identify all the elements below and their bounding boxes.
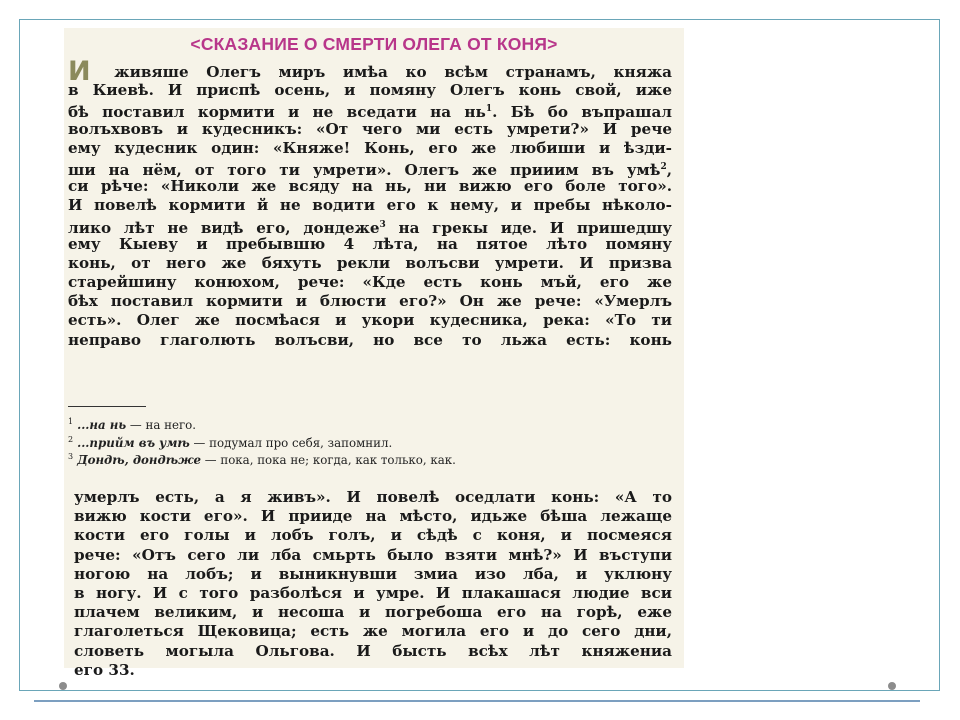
bullet-dot <box>59 682 67 690</box>
text-line: неправо глаголють волъсви, но все то льжа есть: конь <box>68 330 672 349</box>
footnote-ref[interactable]: 2 <box>660 161 667 172</box>
text-line: ему кудесник один: «Княже! Конь, его же любиши и ѣзди- <box>68 138 672 157</box>
main-text-bottom <box>74 488 672 680</box>
footnote-ref[interactable]: 3 <box>379 219 386 230</box>
text-line: волъхвовъ и кудесникъ: «От чего ми есть умрети?» И рече <box>68 119 672 138</box>
textbook-page <box>64 28 684 679</box>
text-line: есть». Олег же посмѣася и укори кудесника, река: «То ти <box>68 311 672 330</box>
page-title: <СКАЗАНИЕ О СМЕРТИ ОЛЕГА ОТ КОНЯ> <box>190 34 558 54</box>
text-line: ему Кыеву и пребывшю 4 лѣта, на пятое лѣто помяну <box>68 234 672 253</box>
text-line: вижю кости его». И прииде на мѣсто, идьже бѣша лежаще <box>74 507 672 526</box>
text-line: И живяше Олегъ миръ имѣа ко всѣм странамъ, княжа <box>68 56 672 87</box>
text-line: лико лѣт не видѣ его, дондеже$^3$ на грекы иде. И пришедшу <box>68 218 672 237</box>
text-line: в ногу. И с того разболѣся и умре. И плакашася людие вси <box>74 583 672 602</box>
bullet-dot <box>888 682 896 690</box>
text-line: старейшину конюхом, рече: «Кде есть конь мъй, его же <box>68 273 672 292</box>
text-line: ши на нём, от того ти умрети». Олегъ же прииим въ умѣ$^2$, <box>68 161 672 179</box>
text-line: ногою на лобъ; и выникнувши змиа изо лба, и уклюну <box>74 564 672 583</box>
text-line: И повелѣ кормити й не водити его к нему, и пребы нѣколо- <box>68 196 672 215</box>
footnote: $^1$ ...на нь — на него. <box>68 417 196 432</box>
text-line: кости его голы и лобъ голъ, и сѣдѣ с коня, и посмеяся <box>74 526 672 545</box>
footnote: $^3$ Дондѣ, дондѣже — пока, пока не; когда, как только, как. <box>68 452 456 467</box>
text-line: конь, от него же бяхуть рекли волъсви умрети. И призва <box>68 253 672 272</box>
text-line: словеть могыла Ольгова. И бысть всѣх лѣт княжениа <box>74 641 672 660</box>
text-line: в Киевѣ. И приспѣ осень, и помяну Олегъ конь свой, иже <box>68 81 672 100</box>
footnote-ref[interactable]: 1 <box>485 104 493 115</box>
text-line: бѣх поставил кормити и блюсти его?» Он же рече: «Умерлъ <box>68 292 672 311</box>
text-line: умерлъ есть, а я живъ». И повелѣ оседлати конь: «А то <box>74 488 672 506</box>
text-line: плачем великим, и несоша и погребоша его на горѣ, еже <box>74 603 672 622</box>
text-line: бѣ поставил кормити и не вседати на нь$^1$. Бѣ бо въпрашал <box>68 103 673 122</box>
bottom-divider <box>34 700 920 702</box>
text-line: глаголеться Щековица; есть же могила его и до сего дни, <box>74 622 672 641</box>
text-line: си рѣче: «Николи же всяду на нь, ни вижю его боле того». <box>68 177 672 196</box>
text-line: его 33. <box>74 660 135 679</box>
drop-cap: И <box>68 56 91 87</box>
footnote-divider <box>68 406 146 407</box>
footnotes <box>68 413 668 466</box>
main-text-top <box>68 56 673 350</box>
text-line: рече: «Отъ сего ли лба смьрть было взяти мнѣ?» И въступи <box>74 545 672 564</box>
footnote: $^2$ ...прийм въ умѣ — подумал про себя, запомнил. <box>68 434 393 450</box>
